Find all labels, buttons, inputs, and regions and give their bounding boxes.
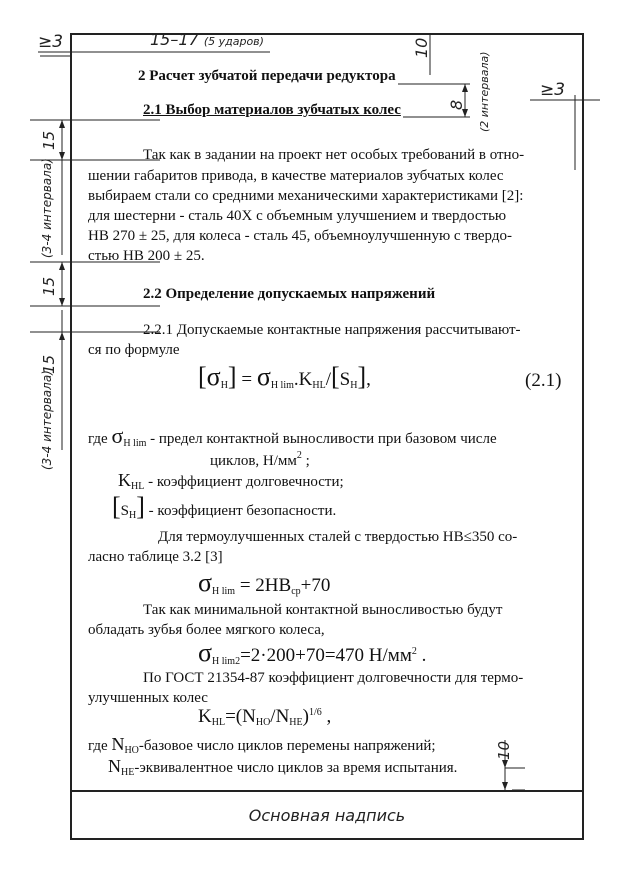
where-line: $[S_H]$ - коэффициент безопасности. [112, 492, 337, 521]
para-line: ся по формуле [88, 342, 180, 358]
heading-gap-note: (2 интервала) [478, 51, 491, 132]
subsection-2-2-title: 2.2 Определение допускаемых напряжений [143, 286, 436, 302]
para-gap1-note: (3-4 интервала) [40, 158, 54, 258]
para-line: Для термоулучшенных сталей с твердостью НВ≤350 со- [158, 529, 518, 545]
para-line: Так как в задании на проект нет особых требований в отно- [143, 147, 525, 163]
where-line-cont: циклов, $Н/мм^2$ ; [210, 450, 310, 469]
section-title: 2 Расчет зубчатой передачи редуктора [138, 68, 396, 84]
para-line: По ГОСТ 21354-87 коэффициент долговечности для термо- [143, 670, 524, 686]
para-line: для шестерни - сталь 40Х с объемным улучшением и твердостью [88, 208, 507, 224]
para-line: Так как минимальной контактной выносливостью будут [143, 602, 503, 618]
para-gap2-label: 15 [40, 276, 58, 296]
para-line: стью НВ 200 ± 25. [88, 248, 205, 264]
formula-2-1: $[\sigma_H] = \sigma_{H lim}.K_{HL}/[S_H]$, [198, 362, 371, 391]
where-line: где $N_{HO}$-базовое число циклов перемены напряжений; [88, 734, 436, 756]
para-line: ласно таблице 3.2 [3] [88, 549, 223, 565]
top-height-label: 10 [412, 37, 431, 58]
subsection-2-1-title: 2.1 Выбор материалов зубчатых колес [143, 102, 401, 118]
bottom-gap-label: 10 [495, 740, 513, 760]
where-line: $K_{HL}$ - коэффициент долговечности; [118, 470, 344, 492]
title-block: Основная надпись [248, 805, 406, 825]
formula-number: (2.1) [525, 370, 562, 391]
left-margin-label: ≥3 [38, 32, 64, 52]
formula-2-4: $K_{HL}=(N_{HO}/N_{HE})^{1/6}$ , [198, 706, 332, 728]
where-line: где $\sigma_{H lim}$ - предел контактной выносливости при базовом числе [88, 423, 497, 449]
para-line: 2.2.1 Допускаемые контактные напряжения рассчитывают- [143, 322, 521, 338]
right-margin-label: ≥3 [540, 80, 566, 100]
para-line: шении габаритов привода, в качестве материалов зубчатых колес [88, 168, 504, 184]
formula-2-3: $\sigma_{H lim2}=2\cdot 200+70=470$ $Н/мм^2$ . [198, 638, 427, 667]
para-gap3-note: (3-4 интервала) [40, 370, 54, 470]
para-gap3-label: 15 [40, 354, 58, 374]
formula-2-2: $\sigma_{H lim} = 2HB_{ср}+70$ [198, 568, 331, 597]
para-gap1-label: 15 [40, 130, 58, 150]
para-line: обладать зубья более мягкого колеса, [88, 622, 325, 638]
top-offset-label: 15–17 (5 ударов) [150, 30, 264, 49]
heading-gap-label: 8 [447, 99, 466, 110]
where-line: $N_{HE}$-эквивалентное число циклов за время испытания. [108, 756, 458, 778]
para-line: выбираем стали со средними механическими характеристиками [2]: [88, 188, 524, 204]
para-line: НВ 270 ± 25, для колеса - сталь 45, объемноулучшенную с твердо- [88, 228, 512, 244]
para-line: улучшенных колес [88, 690, 208, 706]
